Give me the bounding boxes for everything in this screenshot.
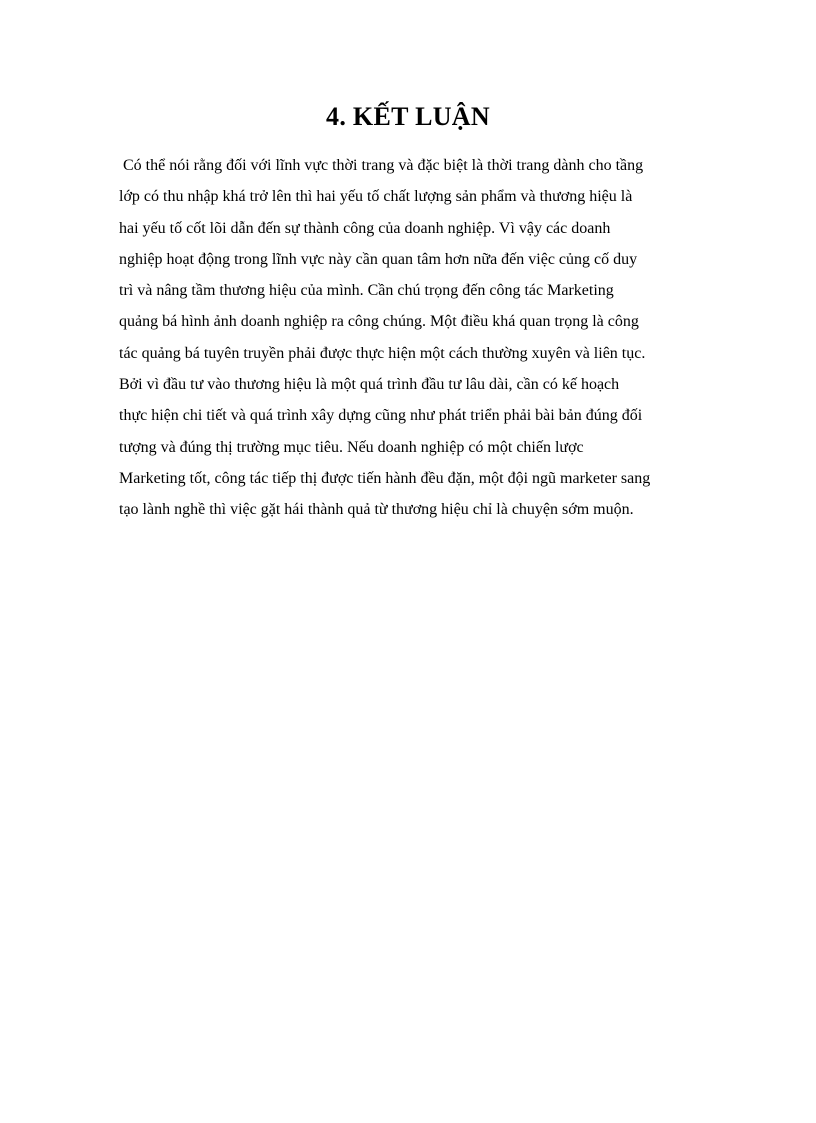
paragraph-line: Marketing tốt, công tác tiếp thị được tiến hành đều đặn, một đội ngũ marketer sang: [119, 469, 651, 487]
paragraph-line: lớp có thu nhập khá trở lên thì hai yếu tố chất lượng sản phẩm và thương hiệu là: [119, 188, 633, 206]
paragraph-line: thực hiện chi tiết và quá trình xây dựng cũng như phát triển phải bài bản đúng đối: [119, 407, 643, 425]
paragraph-line: tượng và đúng thị trường mục tiêu. Nếu doanh nghiệp có một chiến lược: [119, 438, 584, 456]
section-heading: 4. KẾT LUẬN: [326, 102, 490, 131]
paragraph-line: hai yếu tố cốt lõi dẫn đến sự thành công của doanh nghiệp. Vì vậy các doanh: [119, 219, 611, 237]
conclusion-paragraph: [119, 150, 709, 526]
paragraph-line: Bởi vì đầu tư vào thương hiệu là một quá trình đầu tư lâu dài, cần có kế hoạch: [119, 376, 620, 394]
paragraph-line: quảng bá hình ảnh doanh nghiệp ra công chúng. Một điều khá quan trọng là công: [119, 313, 639, 331]
paragraph-line: tác quảng bá tuyên truyền phải được thực hiện một cách thường xuyên và liên tục.: [119, 344, 646, 362]
paragraph-line: tạo lành nghề thì việc gặt hái thành quả từ thương hiệu chỉ là chuyện sớm muộn.: [119, 501, 634, 519]
paragraph-line: nghiệp hoạt động trong lĩnh vực này cần quan tâm hơn nữa đến việc củng cố duy: [119, 250, 638, 268]
paragraph-line: trì và nâng tầm thương hiệu của mình. Cần chú trọng đến công tác Marketing: [119, 282, 614, 300]
paragraph-line: Có thể nói rằng đối với lĩnh vực thời trang và đặc biệt là thời trang dành cho tầng: [123, 157, 644, 174]
